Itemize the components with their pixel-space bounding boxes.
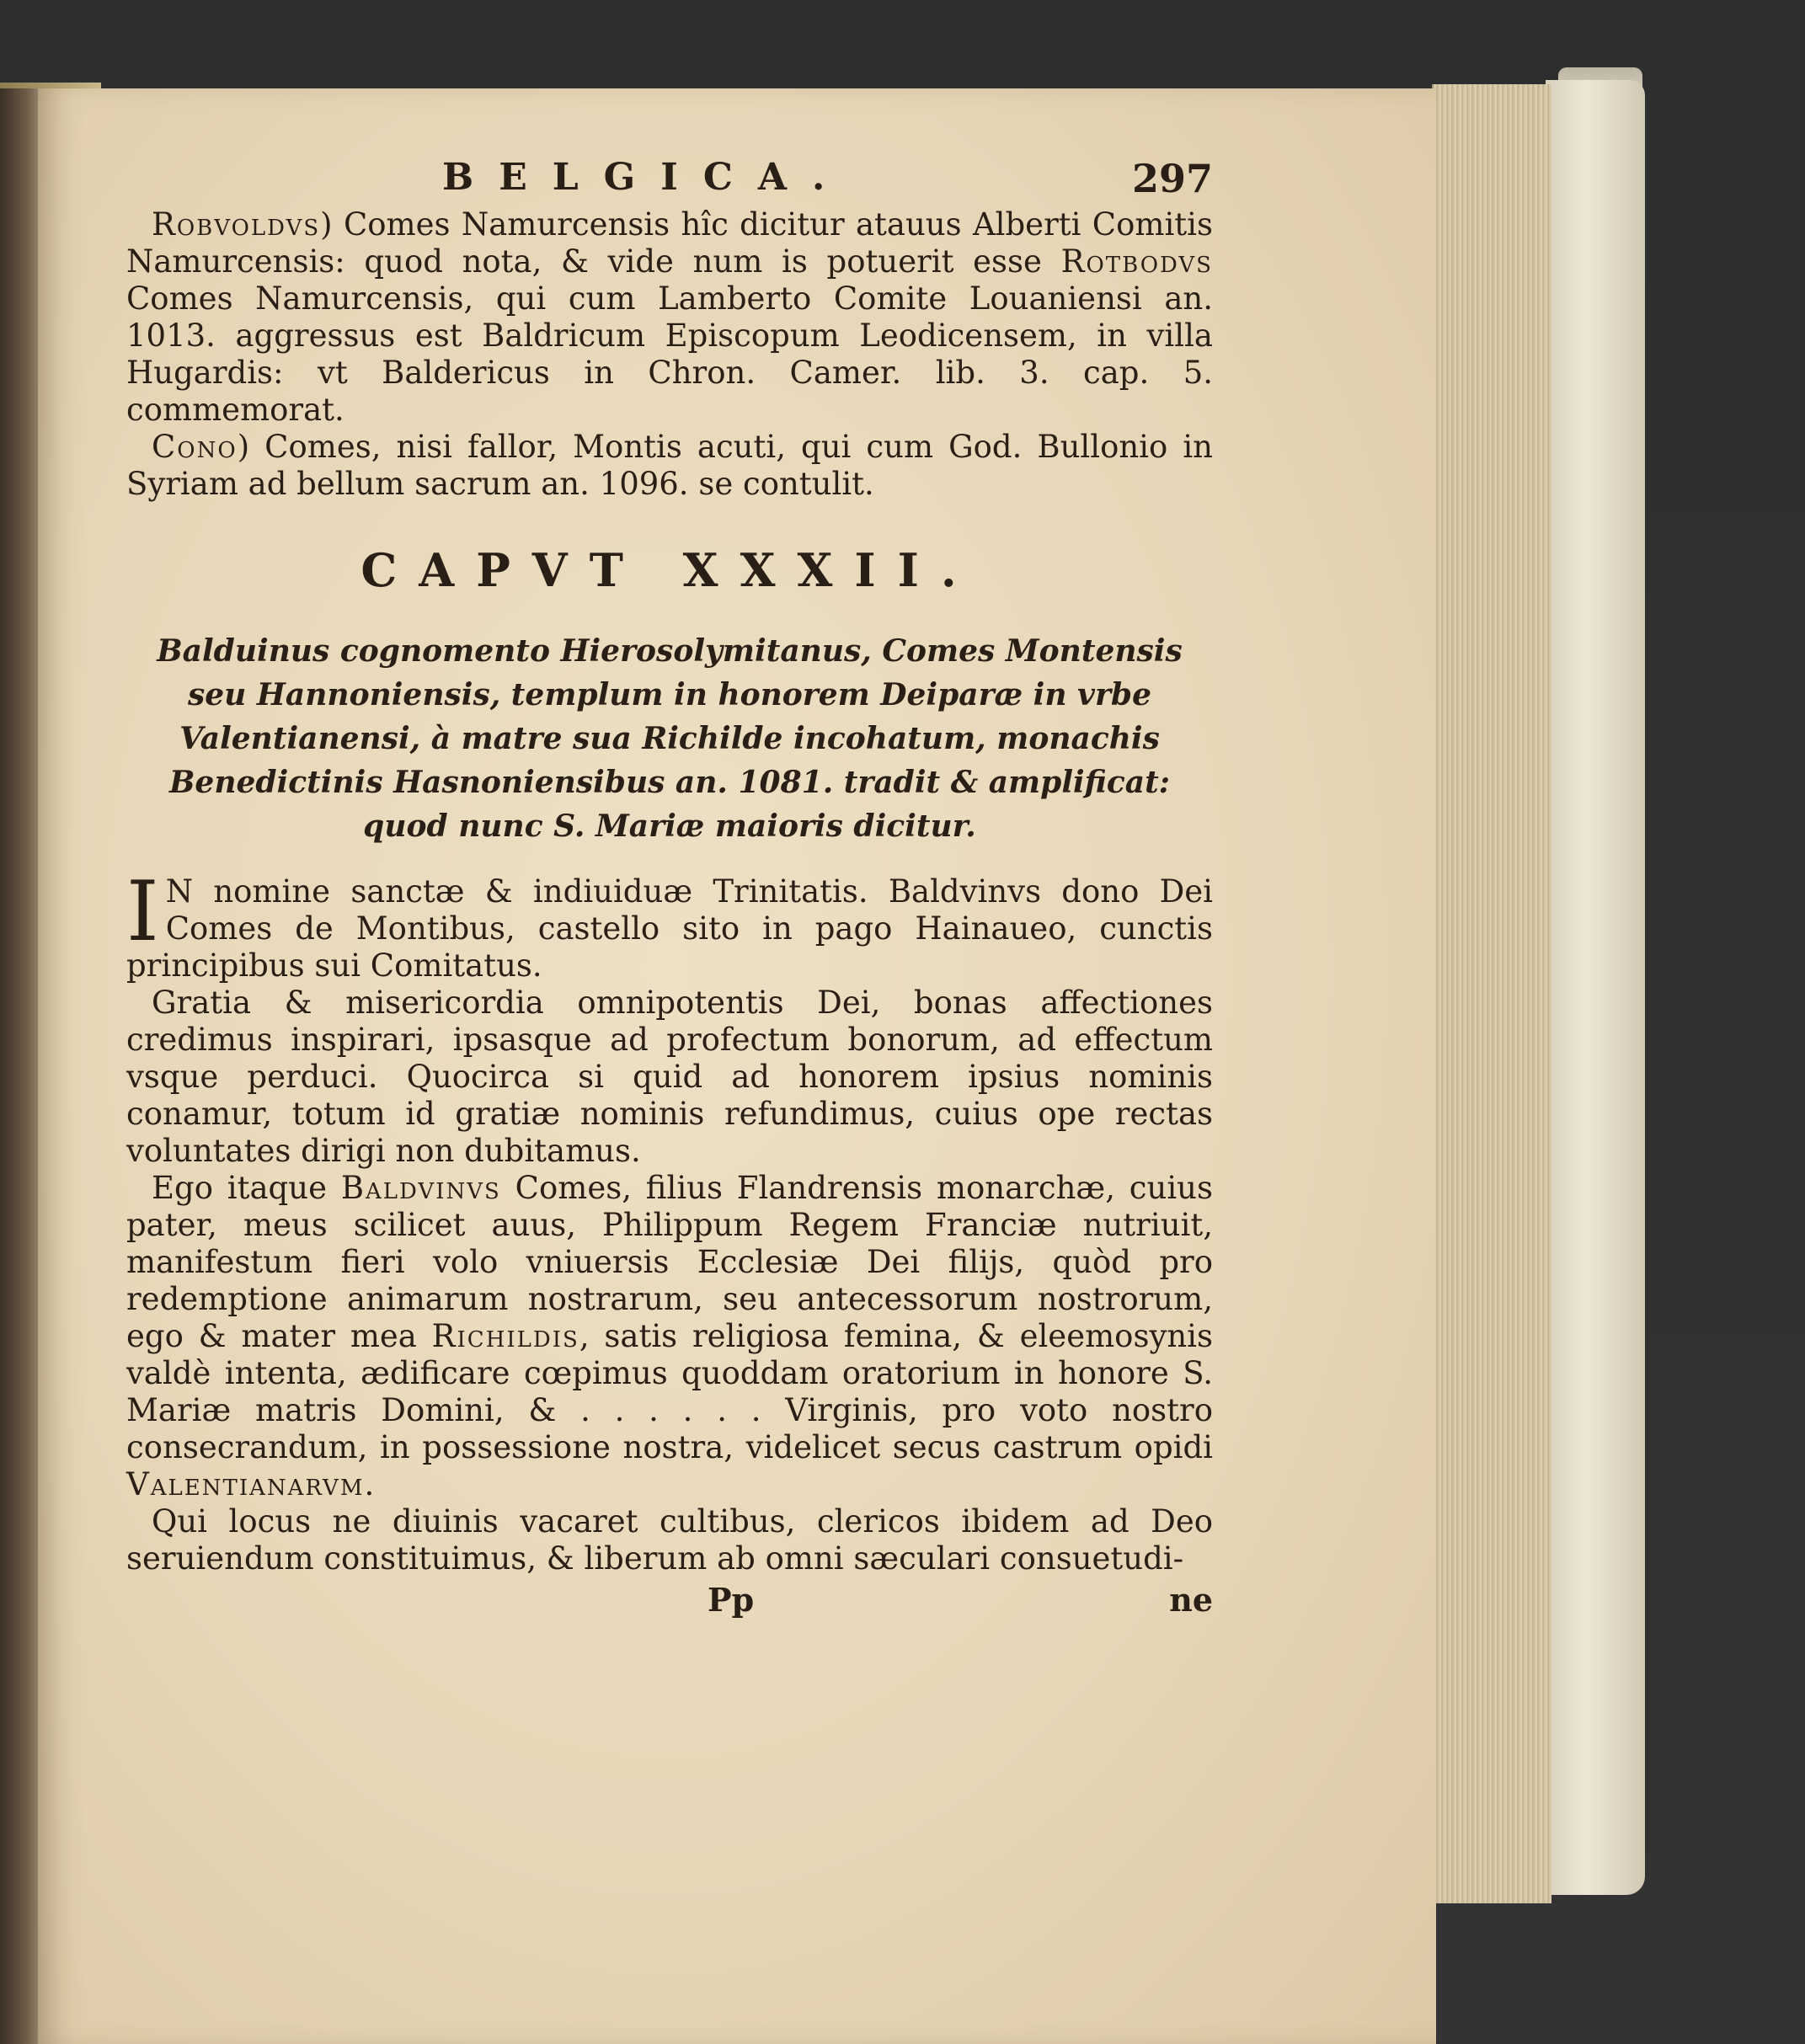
- body-text: Ego itaque: [152, 1170, 341, 1206]
- page-edges: [1432, 84, 1551, 1903]
- chapter-summary: Balduinus cognomento Hierosolymitanus, Comes Montensis seu Hannoniensis, templum in honorem Deiparæ in vrbe Valentianensi, à matre sua Richilde incohatum, monachis Benedictinis Hasnoniensibus an. 1081. tradit & amplificat: quod nunc S. Mariæ maioris dicitur.: [157, 633, 1183, 844]
- note-lead: Rotbodvs: [1060, 243, 1213, 280]
- note-robvoldvs: [126, 206, 1213, 429]
- running-title: BELGICA.: [442, 156, 851, 199]
- running-head: [126, 156, 1213, 206]
- body-paragraph: Gratia & misericordia omnipotentis Dei, bonas affectiones credimus inspirari, ipsasque ad profectum bonorum, ad effectum vsque perduci. Quocirca si quid ad honorem ipsius nominis conamur, totum id gratiæ nominis refundimus, cuius ope rectas voluntates dirigi non dubitamus.: [126, 985, 1213, 1169]
- body-paragraph: [126, 1170, 1213, 1503]
- page-number: 297: [1131, 156, 1213, 201]
- body-paragraph: Qui locus ne diuinis vacaret cultibus, clericos ibidem ad Deo seruiendum constituimus, & liberum ab omni sæculari consuetudi-: [126, 1503, 1213, 1577]
- note-lead: Robvoldvs: [152, 206, 321, 243]
- body-text: dono Dei Comes de Montibus, castello sito in pago Hainaueo, cunctis principibus sui Comitatus.: [126, 873, 1213, 984]
- body-text: .: [364, 1466, 375, 1502]
- book-cover: [1546, 80, 1645, 1895]
- body-text: , satis religiosa femina, & eleemosynis valdè intenta, ædificare cœpimus quoddam oratorium in honore S. Mariæ matris Domini, & . . . . . . Virginis, pro voto nostro consecrandum, in possessione nostra, videlicet secus castrum opidi: [126, 1318, 1213, 1465]
- body-name: Baldvinvs: [340, 1170, 501, 1206]
- body-name: Baldvinvs: [888, 873, 1042, 910]
- body-text: Comes, filius Flandrensis monarchæ, cuius pater, meus scilicet auus, Philippum Regem Franciæ nutriuit, manifestum fieri volo vniuersis Ecclesiæ Dei filijs, quòd pro redemptione animarum nostrarum, seu antecessorum nostrorum, ego & mater mea: [126, 1170, 1213, 1354]
- note-text: Comes Namurcensis, qui cum Lamberto Comite Louaniensi an. 1013. aggressus est Baldricum Episcopum Leodicensem, in villa Hugardis: vt Baldericus in Chron. Camer. lib. 3. cap. 5. commemorat.: [126, 280, 1213, 428]
- page-text: [126, 156, 1213, 1623]
- signature-mark: Pp: [708, 1581, 755, 1619]
- body-name: Richildis: [431, 1318, 579, 1354]
- note-text: ) Comes, nisi fallor, Montis acuti, qui cum God. Bullonio in Syriam ad bellum sacrum an. 1096. se contulit.: [126, 429, 1213, 502]
- note-cono: [126, 429, 1213, 503]
- drop-cap: I: [126, 864, 159, 960]
- page-footer: [126, 1581, 1213, 1623]
- body-place: Valentianarvm: [126, 1466, 365, 1502]
- note-text: ) Comes Namurcensis hîc dicitur atauus Alberti Comitis Namurcensis: quod nota, & vide num is potuerit esse: [126, 206, 1213, 280]
- note-lead: Cono: [152, 429, 238, 465]
- body-paragraph: [126, 864, 1213, 985]
- chapter-title: CAPVT XXXII.: [360, 543, 979, 597]
- catchword: ne: [1169, 1581, 1213, 1619]
- body-text: N nomine sanctæ & indiuiduæ Trinitatis.: [165, 873, 889, 910]
